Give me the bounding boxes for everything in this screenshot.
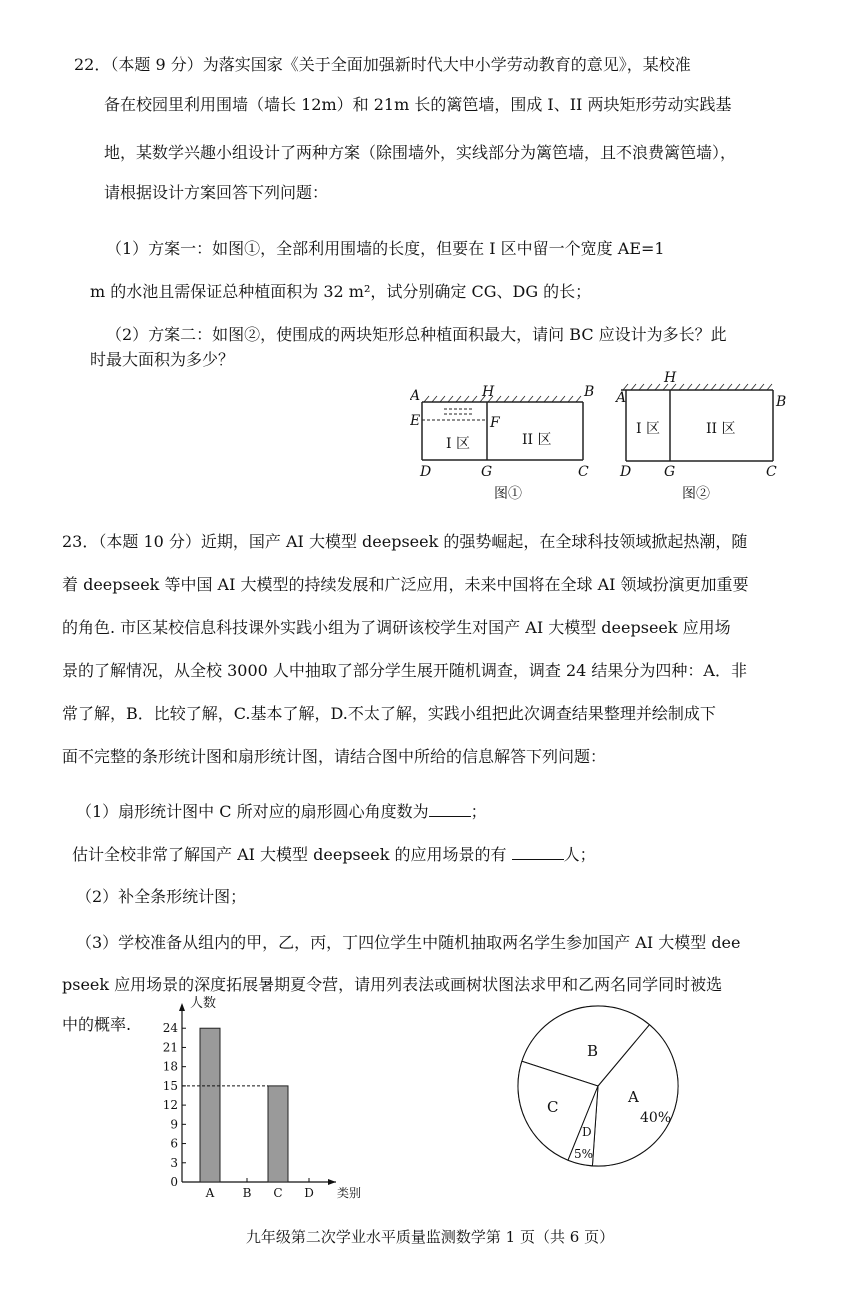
y-tick-label: 6	[170, 1136, 178, 1151]
fig1-zone-2: II 区	[522, 432, 552, 448]
q23-part1-text: （1）扇形统计图中 C 所对应的扇形圆心角度数为	[76, 802, 429, 821]
pie-label-a: A	[628, 1088, 639, 1106]
q22-line-4: 请根据设计方案回答下列问题：	[104, 183, 329, 202]
fig1-label-c: C	[578, 464, 589, 480]
q22-part1-line-2: m 的水池且需保证总种植面积为 32 m²，试分别确定 CG、DG 的长；	[90, 282, 592, 301]
q22-part2-line-1: （2）方案二：如图②，使围成的两块矩形总种植面积最大，请问 BC 应设计为多长？此	[106, 325, 727, 344]
q23-part1b-end: 人；	[563, 845, 596, 864]
x-tick-label: B	[242, 1186, 252, 1200]
y-tick-label: 24	[162, 1021, 178, 1036]
fig1-label-f: F	[490, 415, 500, 431]
pie-percent-d: 5%	[574, 1147, 594, 1161]
q23-line-5: 常了解，B．比较了解，C.基本了解，D.不太了解，实践小组把此次调查结果整理并绘制成下	[62, 704, 716, 723]
fig1-label-e: E	[410, 413, 421, 429]
fig2-caption: 图②	[682, 486, 710, 502]
q23-part1-end: ；	[470, 802, 487, 821]
q22-part2-line-2: 时最大面积为多少？	[90, 350, 235, 369]
answer-blank-angle[interactable]	[429, 800, 471, 817]
y-axis-label: 人数	[190, 996, 217, 1011]
x-tick-label: A	[205, 1186, 215, 1200]
q23-line-3: 的角色. 市区某校信息科技课外实践小组为了调研该校学生对国产 AI 大模型 deepseek 应用场	[62, 618, 731, 637]
q23-part1-line-1	[76, 800, 487, 822]
fig2-label-g: G	[664, 464, 676, 480]
fig1-label-b: B	[584, 384, 595, 400]
q23-part3-line-2: pseek 应用场景的深度拓展暑期夏令营，请用列表法或画树状图法求甲和乙两名同学同时被选	[62, 975, 723, 994]
pie-label-d: D	[582, 1125, 592, 1139]
q23-part2: （2）补全条形统计图；	[76, 887, 247, 906]
y-tick-label: 18	[162, 1059, 178, 1074]
fig2-zone-1: I 区	[636, 421, 660, 437]
q23-line-2: 着 deepseek 等中国 AI 大模型的持续发展和广泛应用，未来中国将在全球 AI 领域扮演更加重要	[62, 575, 749, 594]
x-axis-arrow	[328, 1179, 336, 1185]
q22-line-1: 22．（本题 9 分）为落实国家《关于全面加强新时代大中小学劳动教育的意见》，某校准	[74, 55, 691, 74]
q23-part3-line-3: 中的概率.	[62, 1015, 132, 1034]
q23-line-1: 23．（本题 10 分）近期，国产 AI 大模型 deepseek 的强势崛起，在全球科技领域掀起热潮，随	[62, 532, 748, 551]
y-tick-label: 15	[162, 1078, 178, 1093]
q22-line-2: 备在校园里利用围墙（墙长 12m）和 21m 长的篱笆墙，围成 I、II 两块矩形劳动实践基	[104, 95, 732, 114]
page-footer: 九年级第二次学业水平质量监测数学第 1 页（共 6 页）	[245, 1228, 615, 1246]
fig2-label-b: B	[776, 394, 787, 410]
pie-chart	[510, 1000, 700, 1180]
bar-a	[200, 1028, 220, 1182]
fig2-label-a: A	[616, 390, 627, 406]
y-tick-label: 9	[170, 1117, 178, 1132]
bar-c	[268, 1086, 288, 1182]
pie-label-c: C	[547, 1098, 559, 1116]
q23-part1-line-2	[72, 843, 596, 865]
y-axis-arrow	[179, 1003, 185, 1011]
q23-part1b-text: 估计全校非常了解国产 AI 大模型 deepseek 的应用场景的有	[72, 845, 507, 864]
fig2-label-c: C	[766, 464, 777, 480]
x-axis-label: 类别	[337, 1186, 362, 1200]
answer-blank-count[interactable]	[512, 843, 564, 860]
fig2-zone-2: II 区	[706, 421, 736, 437]
x-tick-label: D	[304, 1186, 314, 1200]
fig1-label-h: H	[482, 384, 495, 400]
q23-line-4: 景的了解情况，从全校 3000 人中抽取了部分学生展开随机调查，调查 24 结果分为四种：A．非	[62, 661, 747, 680]
y-tick-label: 21	[162, 1040, 178, 1055]
q23-part3-line-1: （3）学校准备从组内的甲，乙，丙，丁四位学生中随机抽取两名学生参加国产 AI 大模型 dee	[76, 933, 741, 952]
fig1-label-g: G	[481, 464, 493, 480]
figure-2	[608, 368, 793, 505]
pie-label-b: B	[587, 1042, 599, 1060]
x-tick-label: C	[273, 1186, 283, 1200]
y-tick-label: 3	[170, 1155, 178, 1170]
fig1-label-d: D	[420, 464, 432, 480]
pie-percent-a: 40%	[640, 1110, 672, 1126]
fig1-caption: 图①	[494, 486, 522, 502]
fig2-label-d: D	[620, 464, 632, 480]
y-tick-label: 0	[170, 1175, 178, 1189]
y-tick-label: 12	[162, 1098, 178, 1113]
fig1-label-a: A	[410, 388, 421, 404]
q22-part1-line-1: （1）方案一：如图①，全部利用围墙的长度，但要在 I 区中留一个宽度 AE=1	[106, 239, 665, 258]
fig1-zone-1: I 区	[446, 436, 470, 452]
fig2-label-h: H	[664, 370, 677, 386]
q23-line-6: 面不完整的条形统计图和扇形统计图，请结合图中所给的信息解答下列问题：	[62, 747, 607, 766]
figure-1	[410, 380, 595, 505]
q22-line-3: 地，某数学兴趣小组设计了两种方案（除围墙外，实线部分为篱笆墙，且不浪费篱笆墙），	[104, 143, 737, 162]
bar-chart	[150, 995, 380, 1205]
